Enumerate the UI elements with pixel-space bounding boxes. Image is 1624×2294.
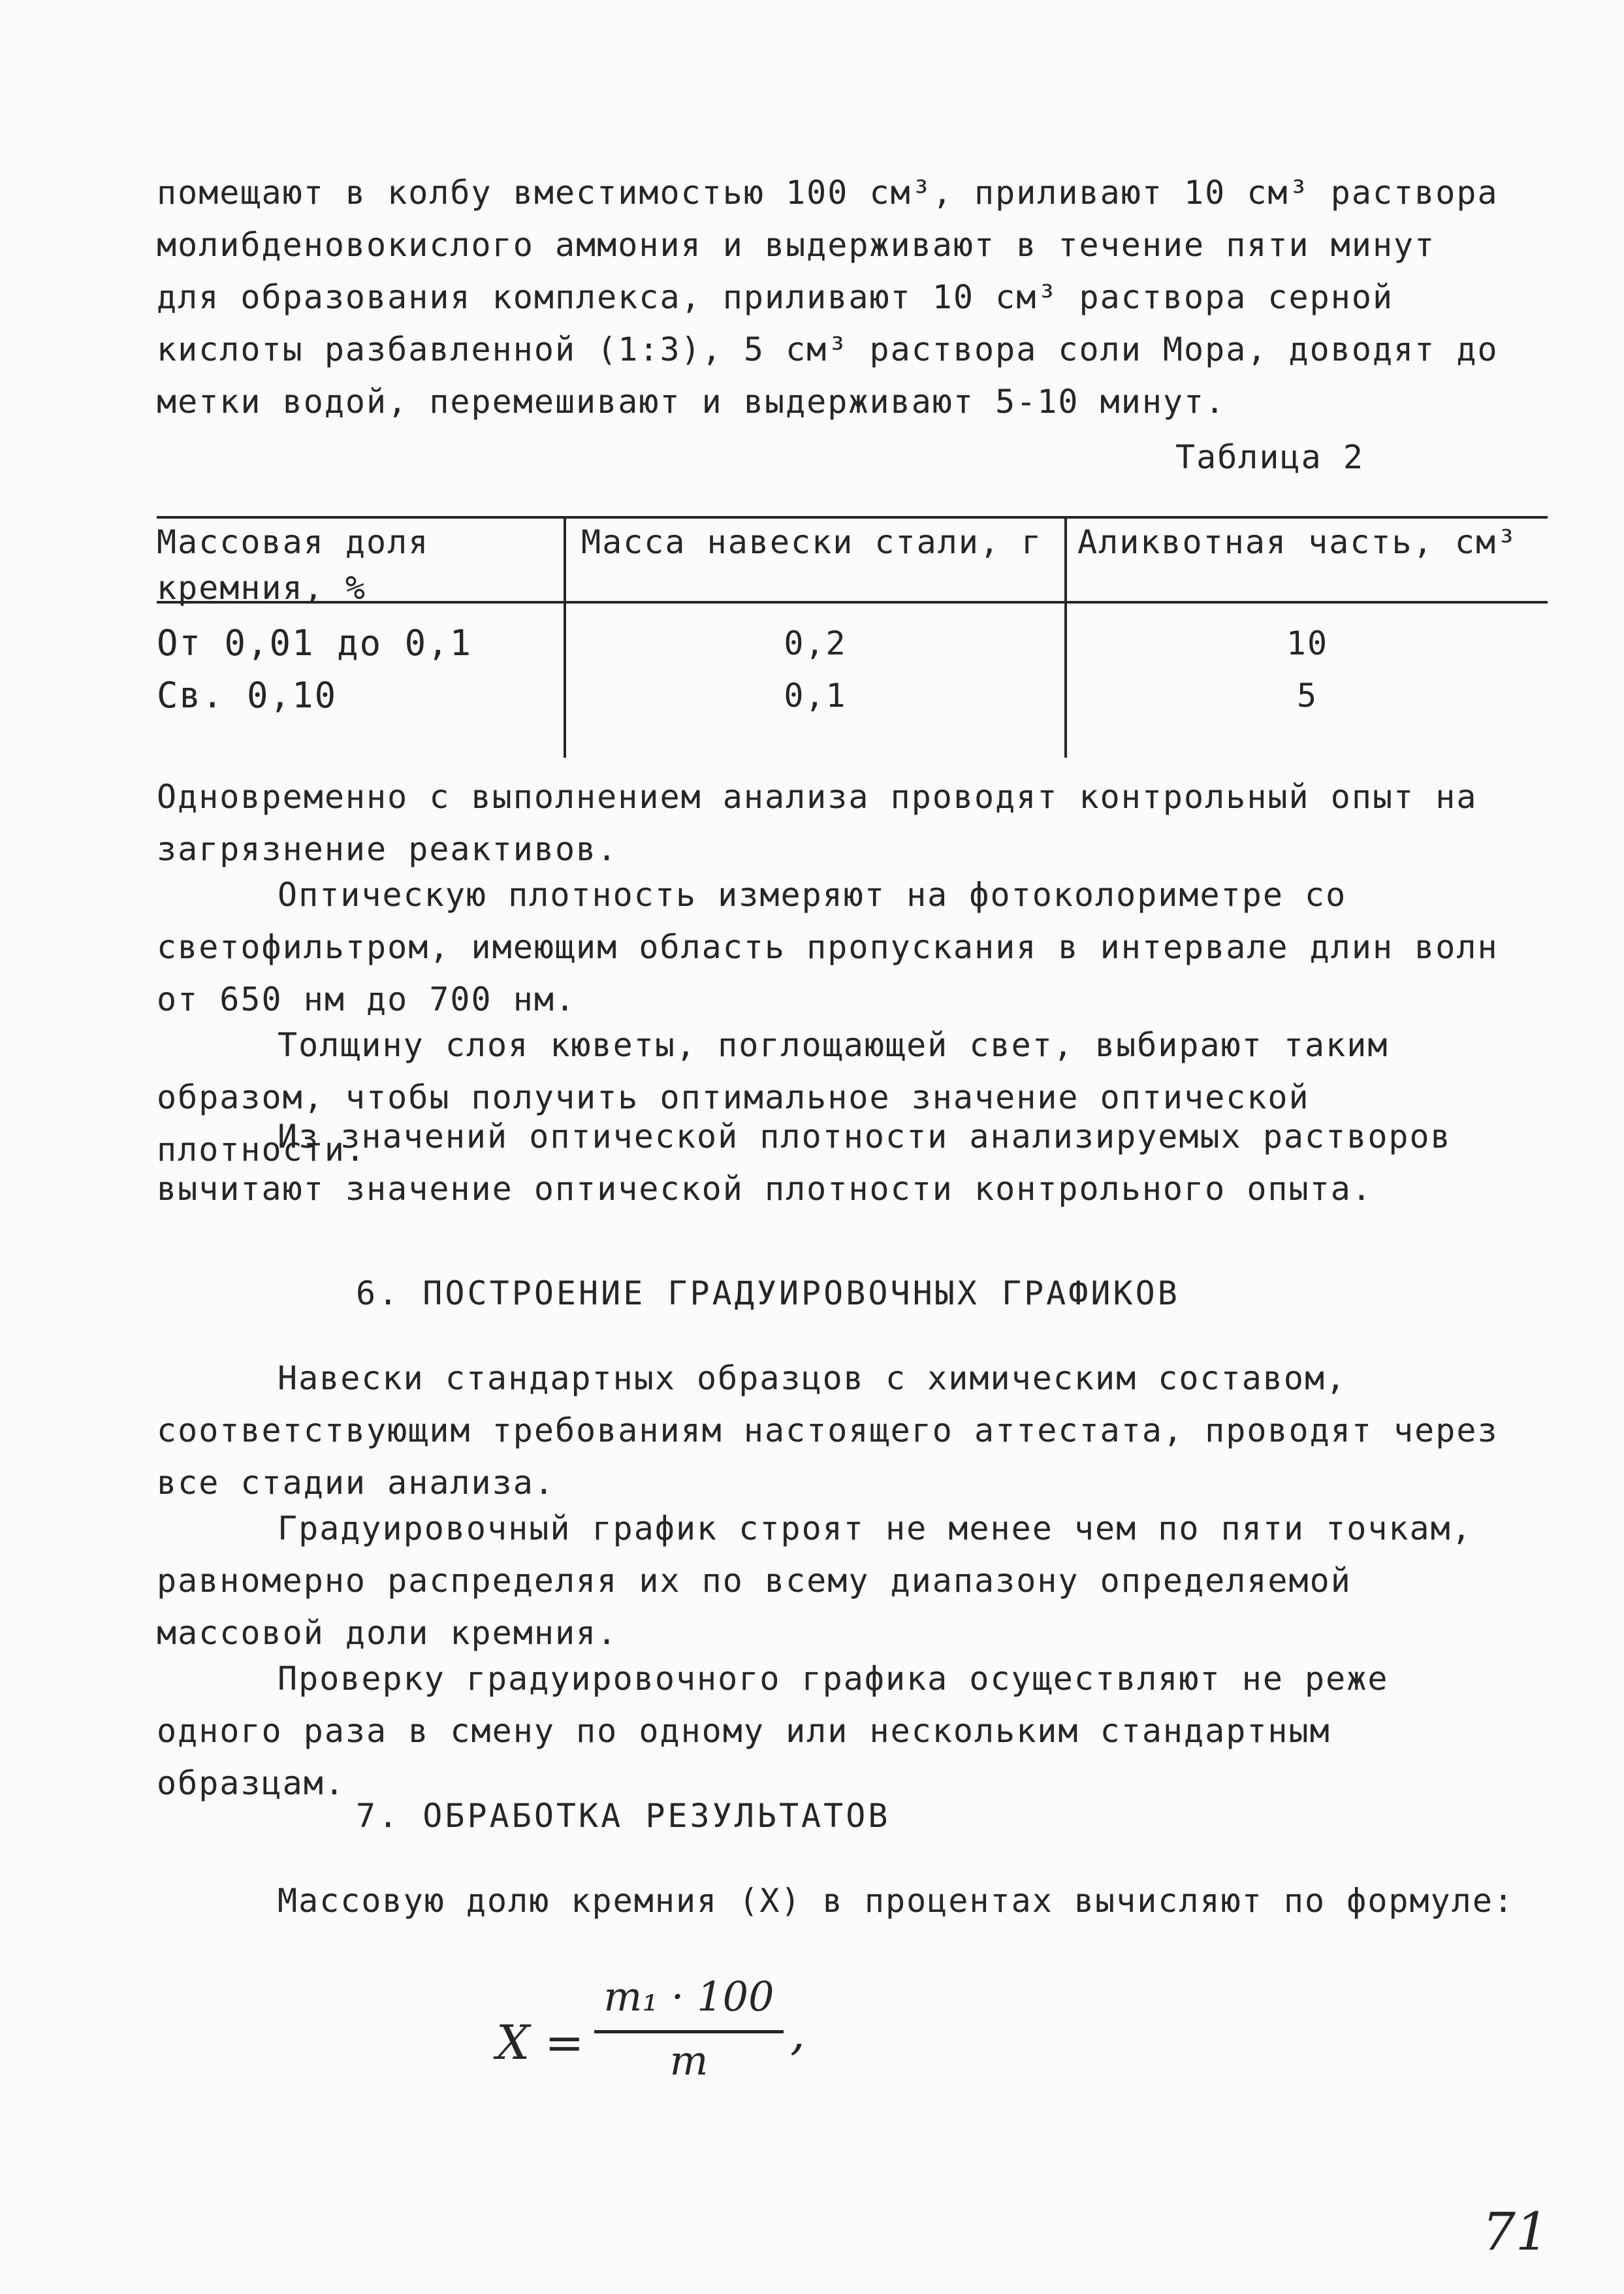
- table-cell: 0,2: [784, 624, 847, 662]
- table-cell: Св. 0,10: [157, 675, 338, 716]
- paragraph-subtract: Из значений оптической плотности анализируемых растворов вычитают значение оптической плотности контрольного опыта.: [157, 1118, 1452, 1208]
- paragraph-control: Одновременно с выполнением анализа проводят контрольный опыт на загрязнение реактивов.: [157, 778, 1478, 868]
- paragraph-standard-samples: Навески стандартных образцов с химическим составом, соответствующим требованиям настоящего аттестата, проводят через все стадии анализа.: [157, 1359, 1499, 1502]
- table-caption: Таблица 2: [1175, 438, 1364, 476]
- paragraph-optical-density: Оптическую плотность измеряют на фотоколориметре со светофильтром, имеющим область пропускания в интервале длин волн от 650 нм до 700 нм.: [157, 876, 1499, 1018]
- formula-denominator: m: [669, 2037, 709, 2084]
- paragraph-cuvette: Толщину слоя кюветы, поглощающей свет, выбирают таким образом, чтобы получить оптимальное значение оптической плотности.: [157, 1026, 1389, 1169]
- paragraph-procedure: помещают в колбу вместимостью 100 см³, приливают 10 см³ раствора молибденовокислого аммония и выдерживают в течение пяти минут для образования комплекса, приливают 10 см³ раствора серной кислоты разбавленной (1:3), 5 см³ раствора соли Мора, доводят до метки водой, перемешивают и выдерживают 5-10 минут.: [157, 174, 1499, 421]
- table-header-cell: Массовая доля кремния, %: [157, 523, 430, 607]
- paragraph-verification: Проверку градуировочного графика осуществляют не реже одного раза в смену по одному или нескольким стандартным образцам.: [157, 1660, 1389, 1802]
- table-cell: 0,1: [784, 677, 847, 715]
- table-cell: 10: [1286, 624, 1329, 662]
- table-cell: 5: [1296, 677, 1318, 715]
- table-header-cell: Аликвотная часть, см³: [1077, 523, 1518, 561]
- paragraph-formula-intro: Массовую долю кремния (X) в процентах вычисляют по формуле:: [278, 1882, 1515, 1920]
- formula-lhs: X =: [496, 2015, 584, 2070]
- table-top-rule: [157, 516, 1548, 519]
- table-cell: От 0,01 до 0,1: [157, 622, 473, 664]
- paragraph-calibration: Градуировочный график строят не менее чем по пяти точкам, равномерно распределяя их по всему диапазону определяемой массовой доли кремния.: [157, 1510, 1473, 1652]
- table-header-cell: Масса навески стали, г: [581, 523, 1043, 561]
- section-heading: 7. ОБРАБОТКА РЕЗУЛЬТАТОВ: [356, 1797, 891, 1835]
- formula-comma: ,: [790, 2005, 805, 2060]
- page-number: 71: [1482, 2201, 1549, 2262]
- formula: [496, 1973, 862, 2103]
- formula-numerator: m₁ · 100: [603, 1973, 774, 2020]
- fraction-bar: [594, 2030, 784, 2033]
- section-heading: 6. ПОСТРОЕНИЕ ГРАДУИРОВОЧНЫХ ГРАФИКОВ: [356, 1274, 1180, 1312]
